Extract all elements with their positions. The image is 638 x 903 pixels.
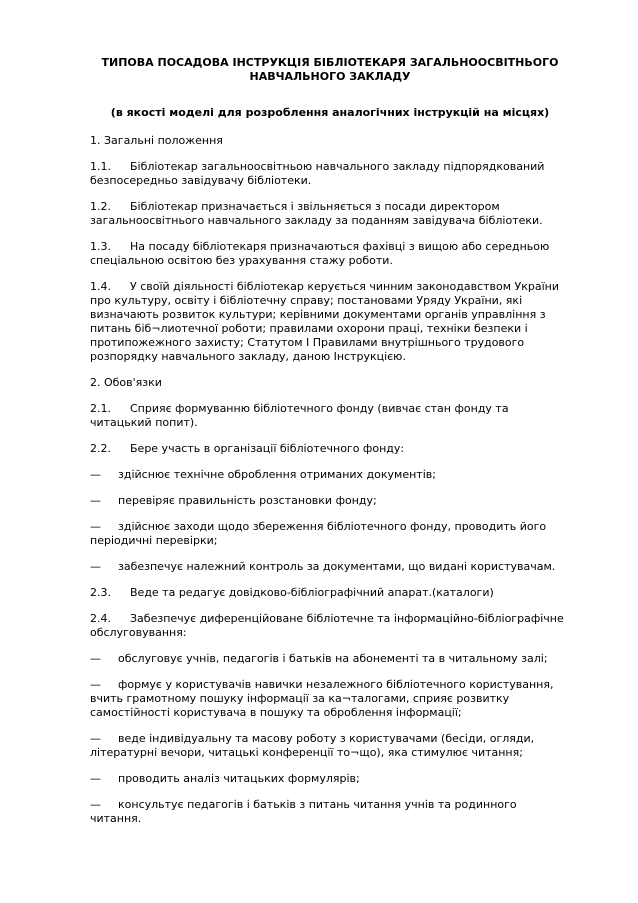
list-item-text: консультує педагогів і батьків з питань читання учнів та родинного читання. [90,798,517,825]
document-subtitle: (в якості моделі для розроблення аналогічних інструкцій на місцях) [110,106,550,119]
paragraph-text: Бібліотекар загальноосвітньою навчального закладу підпорядкований безпосередньо завідувачу бібліотеки. [90,160,545,187]
paragraph-number: 2.2. [90,442,111,455]
paragraph [90,200,570,228]
paragraph [90,160,570,188]
list-item-text: веде індивідуальну та масову роботу з користувачами (бесіди, огляди, літературні вечори, читацькі конференції то¬що), яка стимулює читання; [90,732,535,759]
section-heading: 1. Загальні положення [90,134,223,147]
paragraph-text: Бере участь в організації бібліотечного фонду: [130,442,405,455]
dash-bullet: — [90,652,101,665]
dash-bullet: — [90,732,101,745]
list-item-text: формує у користувачів навички незалежного бібліотечного користування, вчить грамотному пошуку інформації за ка¬талогами, сприяє розвитку самостійності користувача в пошуку та оброблення інформації; [90,678,554,719]
dash-bullet: — [90,772,101,785]
paragraph-text: Веде та редагує довідково-бібліографічний апарат.(каталоги) [130,586,494,599]
list-item [90,772,570,786]
paragraph-number: 1.3. [90,240,111,253]
list-item-text: здійснює технічне оброблення отриманих документів; [118,468,436,481]
paragraph [90,280,570,364]
paragraph-text: Сприяє формуванню бібліотечного фонду (вивчає стан фонду та читацький попит). [90,402,509,429]
paragraph-text: Бібліотекар призначається і звільняється з посади директором загальноосвітнього навчального закладу за поданням завідувача бібліотеки. [90,200,543,227]
list-item [90,678,570,720]
paragraph-number: 2.3. [90,586,111,599]
paragraph [90,402,570,430]
list-item [90,652,570,666]
paragraph-number: 1.1. [90,160,111,173]
paragraph [90,240,570,268]
list-item [90,494,570,508]
paragraph-text: Забезпечує диференційоване бібліотечне та інформаційно-бібліографічне обслуговування: [90,612,564,639]
paragraph [90,586,570,600]
list-item [90,468,570,482]
paragraph-text: У своїй діяльності бібліотекар керується чинним законодавством України про культуру, освіту і бібліотечну справу; постановами Уряду України, які визначають розвиток культури; керівними документами органів управління з питань біб¬лиотечної роботи; правилами охорони праці, техніки безпеки і протипожежного захисту; Статутом І Правилами внутрішнього трудового розпорядку навчального закладу, даною Інструкцією. [90,280,559,363]
section-heading: 2. Обов'язки [90,376,162,389]
list-item-text: здійснює заходи щодо збереження бібліотечного фонду, проводить його періодичні перевірки; [90,520,547,547]
list-item-text: проводить аналіз читацьких формулярів; [118,772,360,785]
paragraph-number: 1.4. [90,280,111,293]
dash-bullet: — [90,494,101,507]
dash-bullet: — [90,560,101,573]
dash-bullet: — [90,678,101,691]
document-page [90,56,570,838]
paragraph-number: 1.2. [90,200,111,213]
paragraph-number: 2.1. [90,402,111,415]
paragraph-number: 2.4. [90,612,111,625]
list-item [90,732,570,760]
dash-bullet: — [90,520,101,533]
dash-bullet: — [90,798,101,811]
list-item [90,798,570,826]
list-item [90,520,570,548]
list-item [90,560,570,574]
paragraph [90,612,570,640]
list-item-text: перевіряє правильність розстановки фонду; [118,494,377,507]
dash-bullet: — [90,468,101,481]
list-item-text: забезпечує належний контроль за документами, що видані користувачам. [118,560,556,573]
paragraph-text: На посаду бібліотекаря призначаються фахівці з вищою або середньою спеціальною освітою без урахування стажу роботи. [90,240,550,267]
paragraph [90,442,570,456]
list-item-text: обслуговує учнів, педагогів і батьків на абонементі та в читальному залі; [118,652,548,665]
document-title: ТИПОВА ПОСАДОВА ІНСТРУКЦІЯ БІБЛІОТЕКАРЯ ЗАГАЛЬНООСВІТНЬОГО НАВЧАЛЬНОГО ЗАКЛАДУ [101,56,559,83]
